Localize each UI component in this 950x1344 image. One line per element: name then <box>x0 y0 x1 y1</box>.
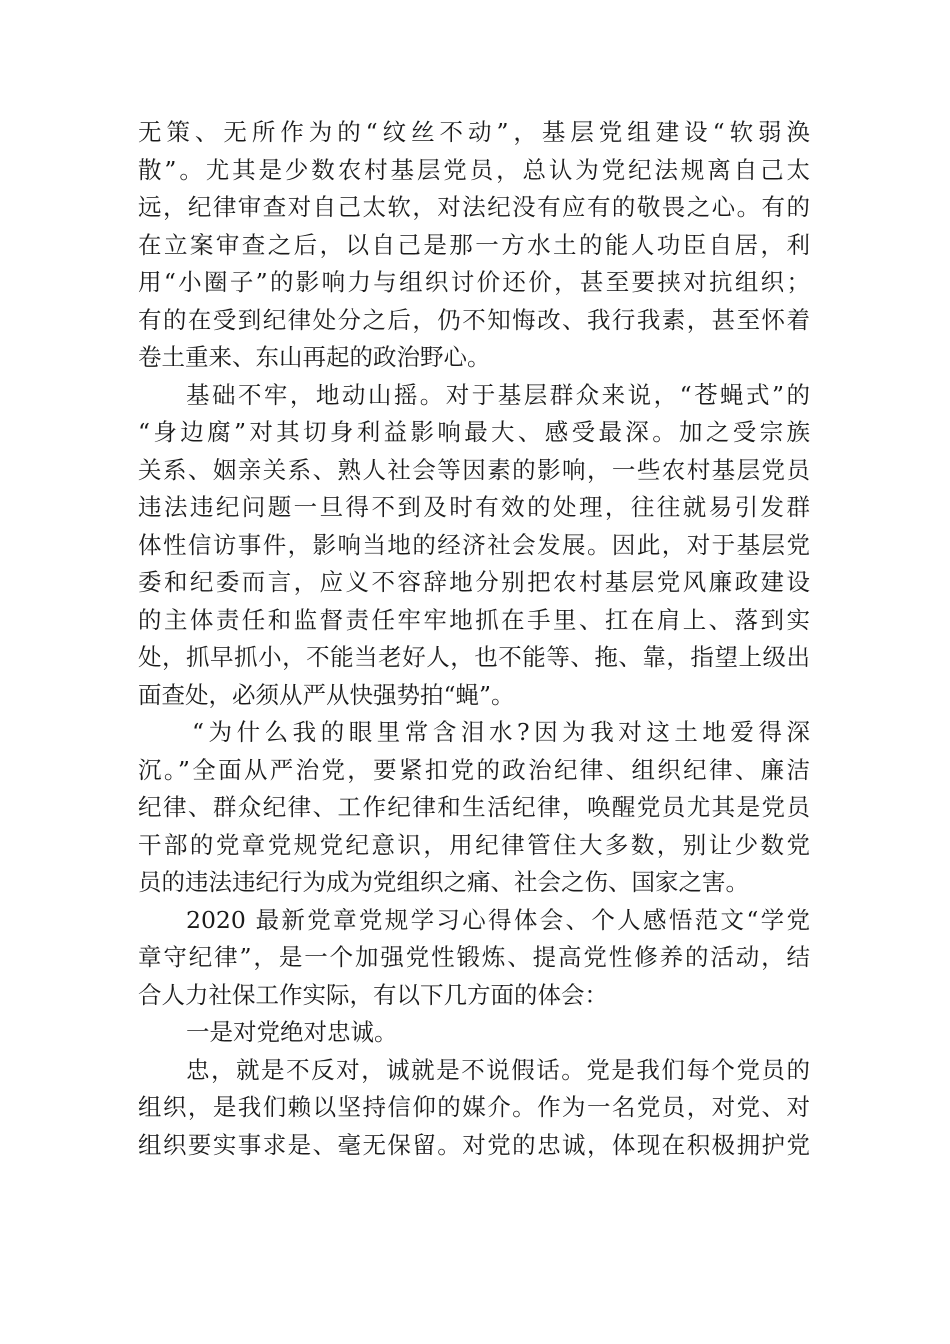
text-line: 散”。尤其是少数农村基层党员，总认为党纪法规离自己太 <box>138 155 810 184</box>
text-line: 合人力社保工作实际，有以下几方面的体会： <box>138 980 608 1009</box>
paragraph <box>138 1052 810 1165</box>
text-line: 关系、姻亲关系、熟人社会等因素的影响，一些农村基层党员 <box>138 455 810 484</box>
paragraph <box>138 377 810 715</box>
text-line: 处，抓早抓小，不能当老好人，也不能等、拖、靠，指望上级出 <box>138 643 810 671</box>
text-line: 2020 最新党章党规学习心得体会、个人感悟范文“学党 <box>186 905 810 934</box>
text-line: 忠，就是不反对，诚就是不说假话。党是我们每个党员的 <box>186 1055 810 1084</box>
text-line: 的主体责任和监督责任牢牢地抓在手里、扛在肩上、落到实 <box>138 605 810 634</box>
text-line: 一是对党绝对忠诚。 <box>186 1018 398 1046</box>
text-line: “为什么我的眼里常含泪水?因为我对这土地爱得深 <box>192 718 810 746</box>
text-line: “身边腐”对其切身利益影响最大、感受最深。加之受宗族 <box>138 418 810 446</box>
text-line: 沉。”全面从严治党，要紧扣党的政治纪律、组织纪律、廉洁 <box>138 755 810 784</box>
text-line: 无策、无所作为的“纹丝不动”，基层党组建设“软弱涣 <box>138 118 810 146</box>
text-line: 在立案审查之后，以自己是那一方水土的能人功臣自居，利 <box>138 230 810 259</box>
text-line: 远，纪律审查对自己太软，对法纪没有应有的敬畏之心。有的 <box>138 193 810 221</box>
paragraph <box>138 714 810 902</box>
text-line: 组织要实事求是、毫无保留。对党的忠诚，体现在积极拥护党 <box>138 1130 810 1159</box>
text-line: 委和纪委而言，应义不容辞地分别把农村基层党风廉政建设 <box>138 568 810 596</box>
text-line: 干部的党章党规党纪意识，用纪律管住大多数，别让少数党 <box>138 830 810 859</box>
text-line: 违法违纪问题一旦得不到及时有效的处理，往往就易引发群 <box>138 493 810 521</box>
text-line: 体性信访事件，影响当地的经济社会发展。因此，对于基层党 <box>138 530 810 559</box>
paragraph <box>138 902 810 1015</box>
text-line: 员的违法违纪行为成为党组织之痛、社会之伤、国家之害。 <box>138 868 749 896</box>
paragraph <box>138 1014 810 1052</box>
text-line: 卷土重来、东山再起的政治野心。 <box>138 343 491 371</box>
text-line: 有的在受到纪律处分之后，仍不知悔改、我行我素，甚至怀着 <box>138 305 810 334</box>
document-page <box>138 114 810 1164</box>
text-line: 章守纪律”，是一个加强党性锻炼、提高党性修养的活动，结 <box>138 943 810 971</box>
text-line: 基础不牢，地动山摇。对于基层群众来说，“苍蝇式”的 <box>186 380 810 409</box>
text-line: 用“小圈子”的影响力与组织讨价还价，甚至要挟对抗组织； <box>138 268 810 296</box>
text-line: 面查处，必须从严从快强势拍“蝇”。 <box>138 680 515 709</box>
text-line: 纪律、群众纪律、工作纪律和生活纪律，唤醒党员尤其是党员 <box>138 793 810 821</box>
text-line: 组织，是我们赖以坚持信仰的媒介。作为一名党员，对党、对 <box>138 1093 810 1121</box>
paragraph <box>138 114 810 377</box>
